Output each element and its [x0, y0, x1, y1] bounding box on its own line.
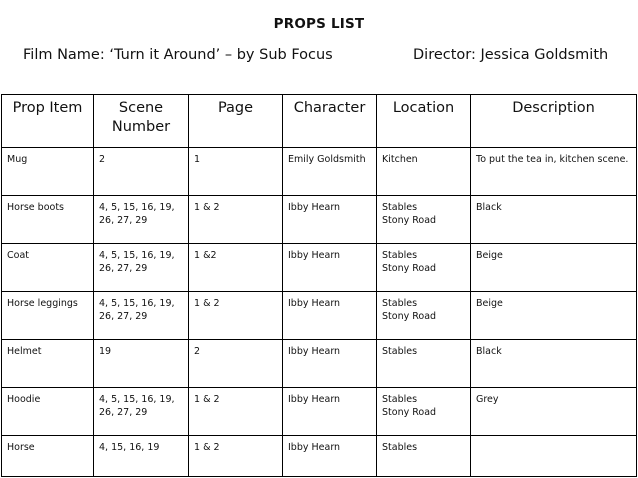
cell-prop-item: Coat: [2, 244, 94, 292]
table-row: [2, 340, 637, 388]
cell-character: Ibby Hearn: [283, 196, 377, 244]
film-name: Film Name: ‘Turn it Around’ – by Sub Focus: [23, 47, 333, 63]
header-description: Description: [471, 95, 637, 148]
page-title: PROPS LIST: [273, 16, 365, 32]
cell-description: To put the tea in, kitchen scene.: [471, 148, 637, 196]
table-row: [2, 292, 637, 340]
cell-page: 1: [189, 148, 283, 196]
cell-scene-number: 4, 5, 15, 16, 19, 26, 27, 29: [94, 244, 189, 292]
cell-page: 1 & 2: [189, 292, 283, 340]
cell-location: Stables Stony Road: [377, 244, 471, 292]
cell-page: 1 & 2: [189, 196, 283, 244]
cell-character: Ibby Hearn: [283, 436, 377, 477]
cell-scene-number: 4, 15, 16, 19: [94, 436, 189, 477]
cell-prop-item: Helmet: [2, 340, 94, 388]
props-table: [1, 94, 637, 477]
cell-prop-item: Horse leggings: [2, 292, 94, 340]
table-header-row: [2, 95, 637, 148]
cell-description: Beige: [471, 244, 637, 292]
cell-scene-number: 4, 5, 15, 16, 19, 26, 27, 29: [94, 196, 189, 244]
table-row: [2, 436, 637, 477]
director-name: Director: Jessica Goldsmith: [413, 47, 609, 63]
cell-page: 1 & 2: [189, 436, 283, 477]
cell-prop-item: Horse boots: [2, 196, 94, 244]
table-row: [2, 388, 637, 436]
cell-scene-number: 4, 5, 15, 16, 19, 26, 27, 29: [94, 292, 189, 340]
cell-prop-item: Hoodie: [2, 388, 94, 436]
cell-prop-item: Mug: [2, 148, 94, 196]
cell-location: Stables Stony Road: [377, 388, 471, 436]
cell-location: Kitchen: [377, 148, 471, 196]
table-row: [2, 244, 637, 292]
cell-description: Black: [471, 340, 637, 388]
cell-scene-number: 2: [94, 148, 189, 196]
cell-character: Ibby Hearn: [283, 340, 377, 388]
cell-character: Ibby Hearn: [283, 244, 377, 292]
cell-description: Black: [471, 196, 637, 244]
header-scene-number: Scene Number: [94, 95, 189, 148]
cell-character: Ibby Hearn: [283, 292, 377, 340]
cell-location: Stables Stony Road: [377, 196, 471, 244]
cell-location: Stables Stony Road: [377, 292, 471, 340]
cell-location: Stables: [377, 340, 471, 388]
cell-scene-number: 4, 5, 15, 16, 19, 26, 27, 29: [94, 388, 189, 436]
table-row: [2, 148, 637, 196]
header-character: Character: [283, 95, 377, 148]
cell-scene-number: 19: [94, 340, 189, 388]
cell-page: 1 &2: [189, 244, 283, 292]
header-prop-item: Prop Item: [2, 95, 94, 148]
cell-character: Ibby Hearn: [283, 388, 377, 436]
cell-page: 1 & 2: [189, 388, 283, 436]
cell-description: [471, 436, 637, 477]
cell-prop-item: Horse: [2, 436, 94, 477]
table-row: [2, 196, 637, 244]
header-page: Page: [189, 95, 283, 148]
cell-page: 2: [189, 340, 283, 388]
cell-description: Grey: [471, 388, 637, 436]
cell-description: Beige: [471, 292, 637, 340]
cell-location: Stables: [377, 436, 471, 477]
cell-character: Emily Goldsmith: [283, 148, 377, 196]
header-location: Location: [377, 95, 471, 148]
